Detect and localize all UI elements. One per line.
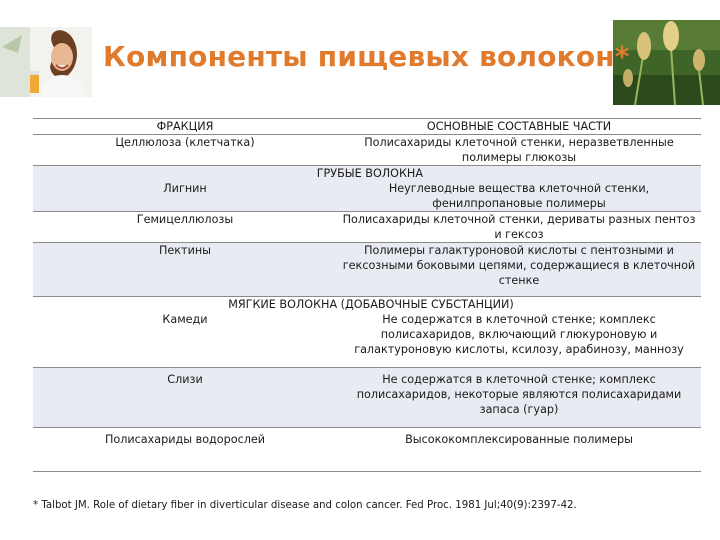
woman-eating-photo	[0, 27, 92, 97]
components-cell: Не содержатся в клеточной стенке; комплекс полисахаридов, включающий глюкуроновую и галактуроновую кислоты, ксилозу, арабинозу, маннозу	[354, 313, 684, 356]
fraction-cell: Целлюлоза (клетчатка)	[33, 135, 337, 166]
header-components: ОСНОВНЫЕ СОСТАВНЫЕ ЧАСТИ	[337, 119, 701, 135]
fraction-cell: Камеди	[162, 313, 208, 326]
table-header-row	[33, 119, 701, 135]
slide-title: Компоненты пищевых волокон*	[103, 40, 630, 73]
table-row	[33, 428, 701, 472]
fiber-components-table	[33, 118, 701, 472]
header-fraction: ФРАКЦИЯ	[33, 119, 337, 135]
table-row	[33, 243, 701, 297]
table-row	[33, 181, 701, 212]
components-cell: Высококомплексированные полимеры	[337, 428, 701, 472]
fraction-cell: Лигнин	[33, 181, 337, 212]
footnote: * Talbot JM. Role of dietary fiber in diverticular disease and colon cancer. Fed Proc. 1981 Jul;40(9):2397-42.	[33, 500, 577, 511]
components-cell: Полисахариды клеточной стенки, неразветвленные полимеры глюкозы	[337, 135, 701, 166]
components-cell: Полимеры галактуроновой кислоты с пентозными и гексозными боковыми цепями, содержащиеся в клеточной стенке	[337, 243, 701, 297]
fraction-cell: Гемицеллюлозы	[33, 212, 337, 243]
components-cell: Не содержатся в клеточной стенке; комплекс полисахаридов, некоторые являются полисахаридами запаса (гуар)	[337, 368, 701, 428]
fraction-cell: Слизи	[33, 368, 337, 428]
components-cell: Неуглеводные вещества клеточной стенки, фенилпропановые полимеры	[337, 181, 701, 212]
section-heading-coarse: ГРУБЫЕ ВОЛОКНА	[33, 166, 701, 182]
fraction-cell: Полисахариды водорослей	[33, 428, 337, 472]
section-row-coarse	[33, 166, 701, 182]
table-row	[33, 135, 701, 166]
table-row	[33, 368, 701, 428]
table-row	[33, 312, 701, 368]
section-heading-soft: МЯГКИЕ ВОЛОКНА (ДОБАВОЧНЫЕ СУБСТАНЦИИ)	[33, 297, 701, 313]
section-row-soft	[33, 297, 701, 313]
fraction-cell: Пектины	[33, 243, 337, 297]
components-cell: Полисахариды клеточной стенки, дериваты разных пентоз и гексоз	[337, 212, 701, 243]
table-row	[33, 212, 701, 243]
